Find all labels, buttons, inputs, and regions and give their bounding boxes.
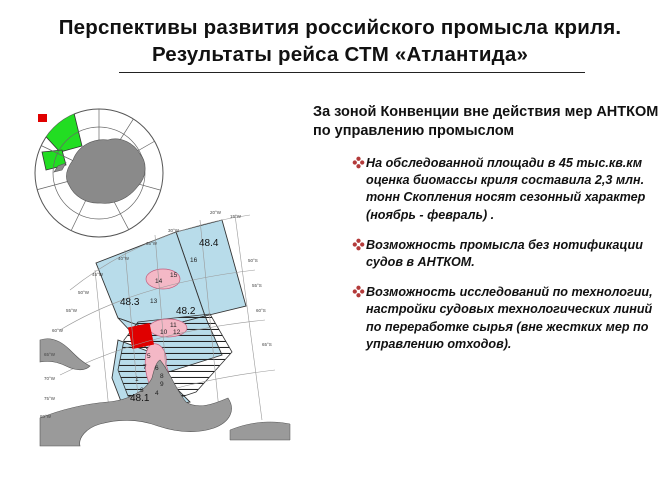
cluster-label: 7 [143,364,147,371]
label-subarea-48-1: 48.1 [130,393,150,404]
main-fishing-map [40,210,290,446]
lon-label: 35°W [146,241,158,246]
lon-label: 30°W [168,228,180,233]
cluster-label: 6 [155,365,159,372]
lat-label: 60°S [256,308,266,313]
cluster-label: 12 [173,329,181,336]
lon-label: 20°W [210,210,222,215]
lon-label: 55°W [66,308,78,313]
cluster-label: 9 [160,381,164,388]
title-line-1: Перспективы развития российского промысла криля. [58,16,622,39]
lon-label: 40°W [118,256,130,261]
cluster-label: 8 [160,373,164,380]
label-subarea-48-2: 48.2 [176,306,196,317]
cluster-label: 10 [160,329,168,336]
lon-label: 50°W [78,290,90,295]
cluster-label: 13 [150,298,158,305]
cluster-label: 3 [140,387,144,394]
bullet-text-3: Возможность исследований по технологии, настройки судовых технологических линий по переработке сырья (вне жестких мер по управлению отходов). [366,285,653,351]
bullet-text-1: На обследованной площади в 45 тыс.кв.км оценка биомассы криля составила 2,3 млн. тонн Скопления носят сезонный характер (ноябрь - февраль) . [366,156,646,222]
bullet-text-2: Возможность промысла без нотификации судов в АНТКОМ. [366,237,643,270]
inset-antarctic-map [35,109,163,237]
lon-label: 15°W [230,214,242,219]
label-subarea-48-3: 48.3 [120,297,140,308]
lat-label: 55°S [252,283,262,288]
lon-label: 70°W [44,376,56,381]
cluster-label: 11 [170,322,177,329]
cluster-label: 5 [147,353,151,360]
lon-label: 80°W [40,414,52,419]
lon-label: 60°W [52,328,64,333]
lat-label: 50°S [248,258,258,263]
lon-label: 75°W [44,396,56,401]
subtitle: За зоной Конвенции вне действия мер АНТКОМ по управлению промыслом [313,104,659,139]
title-line-2: Результаты рейса СТМ «Атлантида» [151,43,529,66]
label-subarea-48-4: 48.4 [199,238,219,249]
lon-label: 65°W [44,352,56,357]
inset-red-marker [38,114,47,122]
cluster-label: 4 [155,390,159,397]
antarctica-coast [230,422,290,440]
cluster-label: 14 [155,278,163,285]
cluster-label: 1 [135,376,139,383]
lat-label: 65°S [262,342,272,347]
lon-label: 45°W [92,272,104,277]
cluster-label: 15 [170,272,178,279]
cluster-label: 16 [190,257,198,264]
